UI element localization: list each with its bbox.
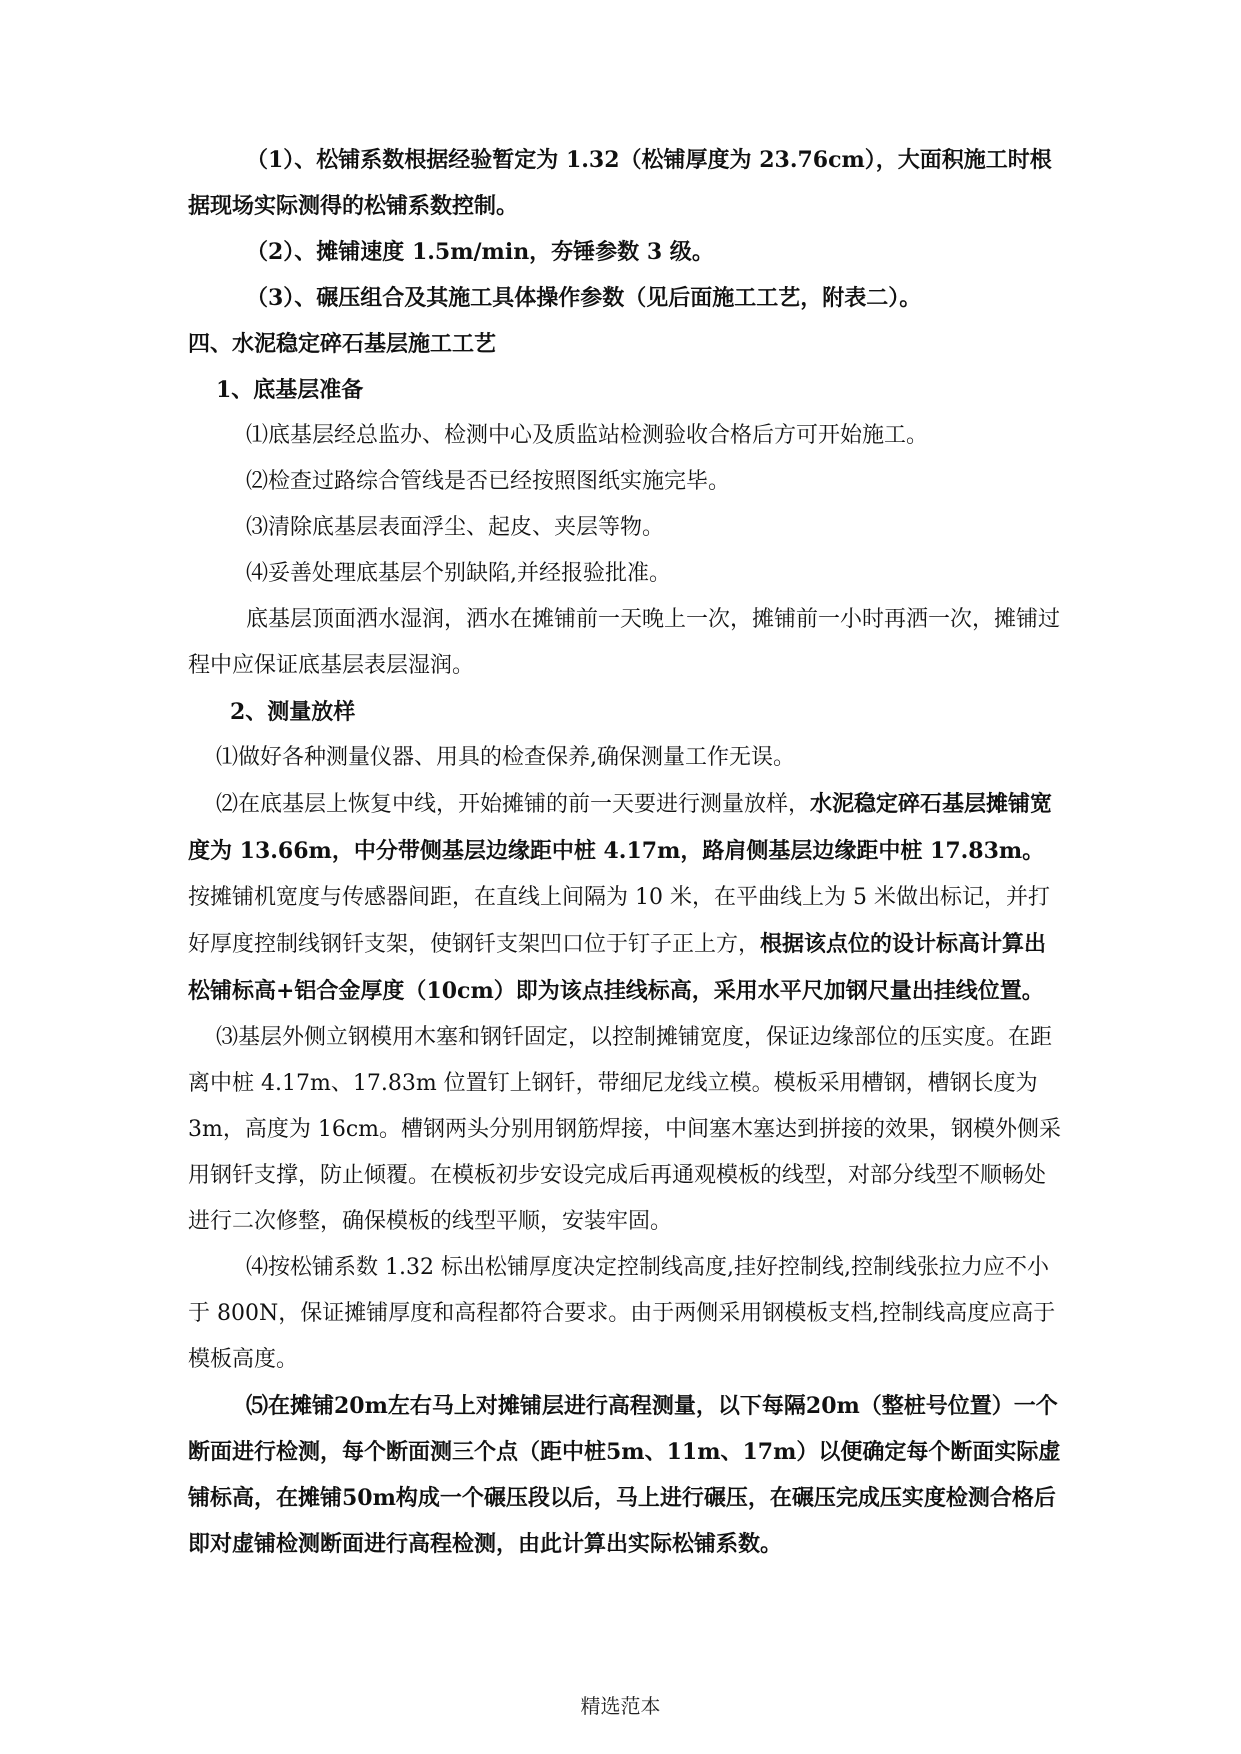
paragraph-control-line: ⑷按松铺系数 1.32 标出松铺厚度决定控制线高度,挂好控制线,控制线张拉力应不小于 800N，保证摊铺厚度和高程都符合要求。由于两侧采用钢模板支档,控制线高度应高于模板高度。 (188, 1255, 1056, 1372)
survey-text-d: 根据该点位的设计标高计算出松铺标高+铝合金厚度（10cm）即为该点挂线标高，采用水平尺加钢尺量出挂线位置。 (188, 931, 1047, 1004)
paragraph-loose-coefficient: （1）、松铺系数根据经验暂定为 1.32（松铺厚度为 23.76cm），大面积施工时根据现场实际测得的松铺系数控制。 (188, 147, 1052, 219)
survey-text-a: ⑵在底基层上恢复中线，开始摊铺的前一天要进行测量放样， (216, 792, 811, 817)
survey-text-b: 水泥稳定碎石基层摊铺宽度为 13.66m，中分带侧基层边缘距中桩 4.17m，路肩侧基层边缘距中桩 17.83m。 (188, 791, 1053, 864)
paragraph-survey-layout (188, 781, 1065, 1015)
paragraph-elevation-measurement: ⑸在摊铺20m左右马上对摊铺层进行高程测量，以下每隔20m（整桩号位置）一个断面进行检测，每个断面测三个点（距中桩5m、11m、17m）以便确定每个断面实际虚铺标高，在摊铺50m构成一个碾压段以后，马上进行碾压，在碾压完成压实度检测合格后即对虚铺检测断面进行高程检测，由此计算出实际松铺系数。 (188, 1393, 1061, 1557)
subsection-heading-1: 1、底基层准备 (216, 377, 364, 403)
list-item: ⑷妥善处理底基层个别缺陷,并经报验批准。 (246, 561, 671, 586)
page-footer: 精选范本 (580, 1694, 661, 1718)
section-heading-4: 四、水泥稳定碎石基层施工工艺 (188, 331, 497, 357)
document-body (188, 137, 1065, 1567)
paragraph-steel-formwork: ⑶基层外侧立钢模用木塞和钢钎固定，以控制摊铺宽度，保证边缘部位的压实度。在距离中桩 4.17m、17.83m 位置钉上钢钎，带细尼龙线立模。模板采用槽钢，槽钢长度为 3m，高度为 16cm。槽钢两头分别用钢筋焊接，中间塞木塞达到拼接的效果，钢模外侧采用钢钎支撑，防止倾覆。在模板初步安设完成后再通观模板的线型，对部分线型不顺畅处进行二次修整，确保模板的线型平顺，安装牢固。 (188, 1025, 1062, 1234)
list-item: ⑴底基层经总监办、检测中心及质监站检测验收合格后方可开始施工。 (246, 423, 929, 448)
survey-text-c: 按摊铺机宽度与传感器间距，在直线上间隔为 10 米，在平曲线上为 5 米做出标记，并打好厚度控制线钢钎支架，使钢钎支架凹口位于钉子正上方， (188, 885, 1050, 957)
paragraph-paving-speed: （2）、摊铺速度 1.5m/min，夯锤参数 3 级。 (246, 239, 714, 265)
list-item: ⑵检查过路综合管线是否已经按照图纸实施完毕。 (246, 469, 731, 494)
list-item: ⑶清除底基层表面浮尘、起皮、夹层等物。 (246, 515, 665, 540)
list-item: ⑴做好各种测量仪器、用具的检查保养,确保测量工作无误。 (216, 745, 795, 770)
paragraph-watering: 底基层顶面洒水湿润，洒水在摊铺前一天晚上一次，摊铺前一小时再洒一次，摊铺过程中应保证底基层表层湿润。 (188, 607, 1061, 678)
paragraph-rolling-combination: （3）、碾压组合及其施工具体操作参数（见后面施工工艺，附表二）。 (246, 285, 922, 311)
subsection-heading-2: 2、测量放样 (230, 699, 356, 725)
